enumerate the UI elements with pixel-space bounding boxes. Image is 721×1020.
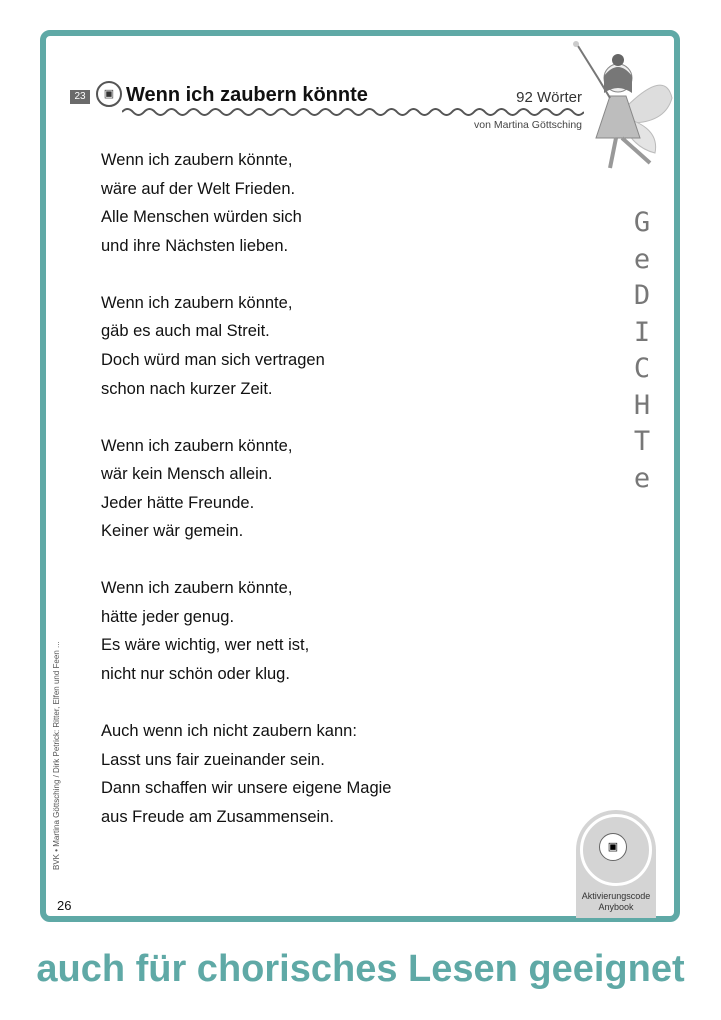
poem-line: Jeder hätte Freunde. <box>101 493 255 512</box>
poem-number: 23 <box>70 90 90 104</box>
poem-line: Wenn ich zaubern könnte, <box>101 579 293 598</box>
category-letter: C <box>633 353 651 384</box>
poem <box>101 146 391 860</box>
poem-line: Doch würd man sich vertragen <box>101 350 325 369</box>
poem-line: Wenn ich zaubern könnte, <box>101 293 293 312</box>
poem-line: Dann schaffen wir unsere eigene Magie <box>101 779 392 798</box>
poem-line: gäb es auch mal Streit. <box>101 322 270 341</box>
stanza <box>101 717 391 831</box>
category-letter: G <box>633 207 651 238</box>
poem-line: hätte jeder genug. <box>101 607 235 626</box>
qr-code-icon: ▣ <box>96 81 122 107</box>
poem-line: Alle Menschen würden sich <box>101 208 302 227</box>
footer-caption: auch für chorisches Lesen geeignet <box>36 948 685 990</box>
poem-line: Wenn ich zaubern könnte, <box>101 151 293 169</box>
activation-code-badge <box>576 810 656 918</box>
poem-line: Es wäre wichtig, wer nett ist, <box>101 636 310 655</box>
category-letter: e <box>633 462 651 494</box>
poem-line: Wenn ich zaubern könnte, <box>101 436 293 455</box>
poem-line: aus Freude am Zusammensein. <box>101 807 334 826</box>
poem-line: Keiner wär gemein. <box>101 522 244 541</box>
page-number: 26 <box>57 898 72 913</box>
poem-line: und ihre Nächsten lieben. <box>101 236 289 255</box>
stanza <box>101 289 391 403</box>
poem-line: wäre auf der Welt Frieden. <box>101 179 296 198</box>
category-letter: e <box>633 243 651 275</box>
stanza <box>101 432 391 546</box>
wavy-divider <box>122 106 584 118</box>
side-credit: BVK • Martina Göttsching / Dirk Petrick: Ritter, Elfen und Feen ... <box>52 641 61 870</box>
category-letter: H <box>633 389 651 421</box>
word-count: 92 Wörter <box>516 89 582 106</box>
badge-line: Anybook <box>598 902 634 912</box>
stanza <box>101 574 391 688</box>
badge-line: Aktivierungscode <box>581 891 651 901</box>
poem-title: Wenn ich zaubern könnte <box>126 84 368 106</box>
category-label <box>628 205 656 497</box>
category-letter: T <box>633 426 651 457</box>
stanza <box>101 146 391 260</box>
author: von Martina Göttsching <box>474 119 582 131</box>
category-letter: I <box>633 316 651 348</box>
qr-code-icon: ▣ <box>599 833 627 861</box>
poem-line: Lasst uns fair zueinander sein. <box>101 750 325 769</box>
poem-line: schon nach kurzer Zeit. <box>101 379 273 398</box>
category-letter: D <box>633 280 651 311</box>
poem-line: nicht nur schön oder klug. <box>101 665 290 684</box>
fairy-illustration <box>570 38 680 178</box>
poem-line: wär kein Mensch allein. <box>101 465 273 484</box>
poem-line: Auch wenn ich nicht zaubern kann: <box>101 722 357 741</box>
